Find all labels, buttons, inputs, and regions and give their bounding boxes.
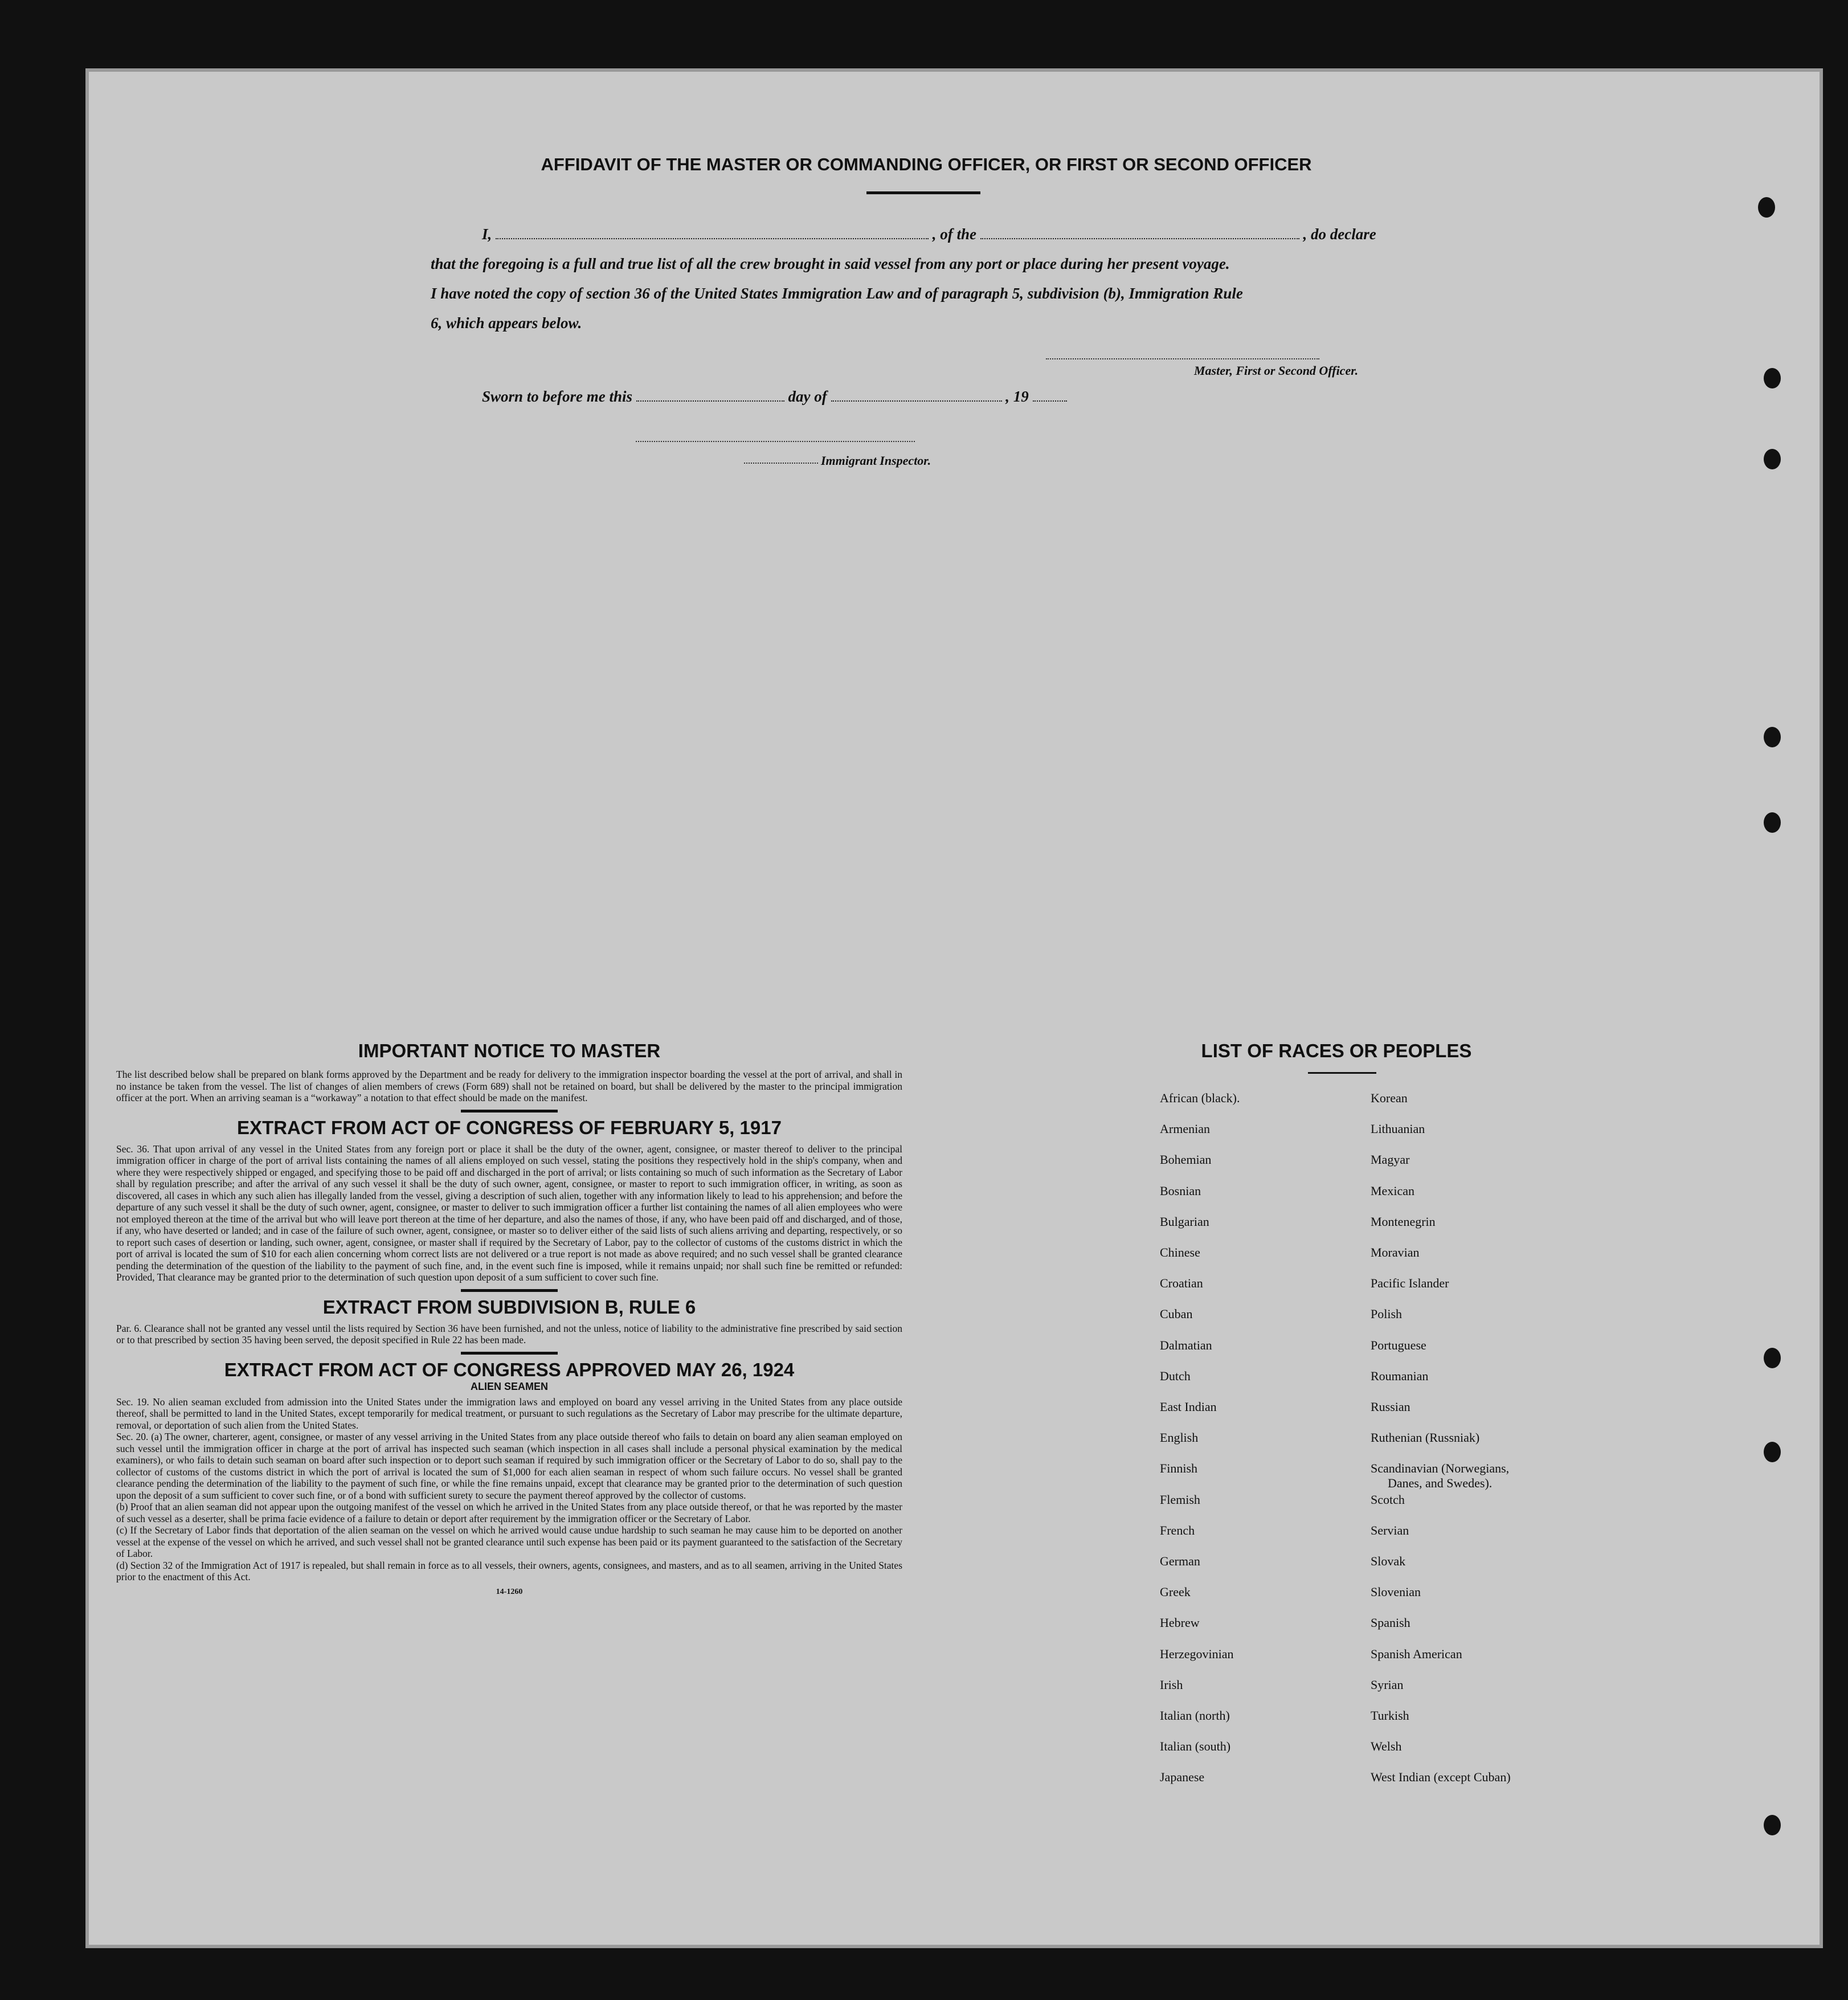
- race-item: Moravian: [1371, 1245, 1420, 1259]
- race-item: Roumanian: [1371, 1368, 1429, 1383]
- race-item: Spanish: [1371, 1615, 1410, 1630]
- race-item: West Indian (except Cuban): [1371, 1770, 1511, 1785]
- race-item: Syrian: [1371, 1677, 1404, 1692]
- race-item: Scandinavian (Norwegians,: [1371, 1461, 1510, 1476]
- race-item: Greek: [1160, 1585, 1191, 1600]
- sworn-day-field[interactable]: [636, 400, 784, 402]
- sworn-line: [482, 388, 1166, 406]
- extract-1924-subtitle: ALIEN SEAMEN: [470, 1380, 548, 1392]
- punch-hole: [1764, 727, 1781, 747]
- races-divider: [1308, 1072, 1376, 1074]
- race-item: Scotch: [1371, 1492, 1405, 1507]
- punch-hole: [1764, 812, 1781, 833]
- race-item: Croatian: [1160, 1276, 1203, 1291]
- race-item: Bosnian: [1160, 1183, 1201, 1198]
- notice-body: The list described below shall be prepared on blank forms approved by the Department and be ready for delivery to the immigration inspector boarding the vessel at the port of arrival, and shall in no instance be taken from the vessel. The list of changes of alien members of crews (Form 689) shall not be retained on board, but shall be delivered by the master to the principal immigration officer at the port. When an arriving seaman is a “workaway” a notation to that effect should be made on the manifest.: [116, 1069, 902, 1103]
- master-signature-label: Master, First or Second Officer.: [1194, 363, 1359, 378]
- race-item: Finnish: [1160, 1461, 1198, 1476]
- race-item: Japanese: [1160, 1770, 1205, 1785]
- race-item: Dalmatian: [1160, 1338, 1212, 1352]
- race-item: Dutch: [1160, 1368, 1191, 1383]
- race-item: Servian: [1371, 1523, 1409, 1537]
- affidavit-line-2: that the foregoing is a full and true list of all the crew brought in said vessel from any port or place during her present voyage.: [431, 255, 1230, 272]
- race-item: Bohemian: [1160, 1152, 1212, 1167]
- form-page: [85, 68, 1823, 1948]
- race-item: Armenian: [1160, 1122, 1210, 1136]
- race-item: Danes, and Swedes).: [1388, 1476, 1493, 1491]
- inspector-short-line: [744, 463, 818, 464]
- race-item: Chinese: [1160, 1245, 1200, 1259]
- notice-title: IMPORTANT NOTICE TO MASTER: [358, 1040, 661, 1061]
- races-title: LIST OF RACES OR PEOPLES: [1201, 1040, 1472, 1061]
- affidavit-title: AFFIDAVIT OF THE MASTER OR COMMANDING OFFICER, OR FIRST OR SECOND OFFICER: [541, 154, 1312, 174]
- race-item: Polish: [1371, 1307, 1403, 1322]
- notice-divider: [461, 1110, 558, 1113]
- race-item: English: [1160, 1430, 1199, 1445]
- race-item: Irish: [1160, 1677, 1183, 1692]
- race-item: Hebrew: [1160, 1615, 1200, 1630]
- affidavit-line-3: I have noted the copy of section 36 of the United States Immigration Law and of paragraph 5, subdivision (b), Immigration Rule: [431, 285, 1243, 302]
- race-item: Italian (north): [1160, 1708, 1230, 1723]
- race-item: Flemish: [1160, 1492, 1200, 1507]
- race-item: Magyar: [1371, 1152, 1410, 1167]
- extract-1924-body: Sec. 19. No alien seaman excluded from admission into the United States under the immigration laws and employed on board any vessel arriving in the United States from any place outside thereof, shall be permitted to land in the United States, except temporarily for medical treatment, or pursuant to such regulations as the Secretary of Labor may prescribe for the ultimate departure, removal, or deportation of such alien from the United States. Sec. 20. (a) The owner, charterer, agent, consignee, or master of any vessel arriving in the United States from any place outside thereof who fails to detain on board any alien seaman employed on such vessel until the immigration officer in charge at the port of arrival has inspected such seaman (which inspection in all cases shall include a personal physical examination by the medical examiners), or who fails to detain such seaman on board after such inspection or to deport such seaman if required by such immigration officer or the Secretary of Labor to do so, shall pay to the collector of customs of the customs district in which the port of arrival is located the sum of $1,000 for each alien seaman in respect of whom such failure occurs. No vessel shall be granted clearance pending the determination of the liability to the payment of such fine, or while the fine remains unpaid, except that clearance may be granted prior to the determination of such question upon the deposit of a sum sufficient to cover such fine, or of a bond with sufficient surety to secure the payment thereof approved by the collector of customs. (b) Proof that an alien seaman did not appear upon the outgoing manifest of the vessel on which he arrived in the United States from any place outside thereof, or that he was reported by the master of such vessel as a deserter, shall be prima facie evidence of a failure to detain or deport after requirement by the immigration officer or the Secretary of Labor. (c) If the Secretary of Labor finds that deportation of the alien seaman on the vessel on which he arrived would cause undue hardship to such seaman he may cause him to be deported on another vessel at the expense of the vessel on which he arrived, and such vessel shall not be granted clearance until such expense has been paid or its payment guaranteed to the satisfaction of the Secretary of Labor. (d) Section 32 of the Immigration Act of 1917 is repealed, but shall remain in force as to all vessels, their owners, agents, consignees, and masters, and as to all seamen, arriving in the United States prior to the enactment of this Act.: [116, 1396, 902, 1582]
- race-item: German: [1160, 1554, 1200, 1568]
- punch-hole: [1764, 1442, 1781, 1462]
- affidavit-i: I,: [482, 226, 492, 243]
- master-signature-line[interactable]: [1046, 358, 1319, 359]
- race-item: African (black).: [1160, 1091, 1240, 1105]
- sworn-year-prefix: , 19: [1005, 388, 1029, 405]
- race-item: Cuban: [1160, 1307, 1193, 1322]
- race-item: Italian (south): [1160, 1739, 1231, 1754]
- race-item: Russian: [1371, 1400, 1410, 1414]
- punch-hole: [1758, 197, 1775, 218]
- inspector-signature-line[interactable]: [636, 441, 915, 442]
- affidavit-line-4: 6, which appears below.: [431, 314, 582, 332]
- race-item: Spanish American: [1371, 1646, 1462, 1661]
- sworn-year-field[interactable]: [1033, 400, 1067, 402]
- race-item: Lithuanian: [1371, 1122, 1425, 1136]
- race-item: Portuguese: [1371, 1338, 1426, 1352]
- race-item: Slovenian: [1371, 1585, 1421, 1600]
- sworn-text: Sworn to before me this: [482, 388, 633, 405]
- race-item: Bulgarian: [1160, 1214, 1209, 1229]
- inspector-label: Immigrant Inspector.: [821, 453, 931, 468]
- master-name-field[interactable]: [496, 238, 929, 239]
- punch-hole: [1764, 1815, 1781, 1835]
- race-item: Montenegrin: [1371, 1214, 1436, 1229]
- extract-rule6-title: EXTRACT FROM SUBDIVISION B, RULE 6: [322, 1296, 696, 1318]
- race-item: Turkish: [1371, 1708, 1409, 1723]
- extract-1924-title: EXTRACT FROM ACT OF CONGRESS APPROVED MAY 26, 1924: [224, 1359, 795, 1380]
- race-item: Ruthenian (Russniak): [1371, 1430, 1480, 1445]
- race-item: French: [1160, 1523, 1195, 1537]
- extract-1917-body: Sec. 36. That upon arrival of any vessel in the United States from any foreign port or place it shall be the duty of the owner, agent, consignee, or master thereof to deliver to the principal immigration officer in charge of the port of arrival lists containing the names of all aliens employed on such vessel, stating the positions they respectively hold in the ship's company, when and where they were respectively shipped or engaged, and specifying those to be paid off and discharged in the port of arrival; or lists containing so much of such information as the Secretary of Labor shall by regulation prescribe; and after the arrival of any such vessel it shall be the duty of such owner, agent, consignee, or master to report to such immigration officer, in writing, as soon as discovered, all cases in which any such alien has illegally landed from the vessel, giving a description of such alien, together with any information likely to lead to his apprehension; and before the departure of any such vessel it shall be the duty of such owner, agent, consignee, or master to deliver to such immigration officer a further list containing the names of all alien employees who were not employed thereon at the time of the arrival but who will leave port thereon at the time of her departure, and also the names of those, if any, who have been paid off and discharged, and of those, if any, who have deserted or landed; and in case of the failure of such owner, agent, consignee, or master so to deliver either of the said lists of such aliens arriving and departing, respectively, or so to report such cases of desertion or landing, such owner, agent, consignee, or master shall if required by the Secretary of Labor, pay to the collector of customs of the customs district in which the port of arrival is located the sum of $10 for each alien concerning whom correct lists are not delivered or a true report is not made as above required; and no such vessel shall be granted clearance pending the determination of the question of the liability to the payment of such fine, and, in the event such fine is imposed, while it remains unpaid; nor shall such fine be remitted or refunded: Provided, That clearance may be granted prior to the determination of such question upon deposit of a sum sufficient to cover such fine.: [116, 1143, 902, 1283]
- punch-hole: [1764, 449, 1781, 469]
- affidavit-of-the: , of the: [932, 226, 977, 243]
- race-item: Korean: [1371, 1091, 1408, 1105]
- race-item: Mexican: [1371, 1183, 1414, 1198]
- affidavit-line-1: [482, 226, 1547, 243]
- race-item: Pacific Islander: [1371, 1276, 1449, 1291]
- extract-rule6-body: Par. 6. Clearance shall not be granted any vessel until the lists required by Section 36 have been furnished, and not the unless, notice of liability to the administrative fine prescribed by said section or to that prescribed by section 35 having been served, the deposit specified in Rule 22 has been made.: [116, 1322, 902, 1345]
- race-item: Welsh: [1371, 1739, 1402, 1754]
- sworn-day-of: day of: [788, 388, 827, 405]
- punch-hole: [1764, 1348, 1781, 1368]
- extract-1917-title: EXTRACT FROM ACT OF CONGRESS OF FEBRUARY 5, 1917: [237, 1116, 782, 1138]
- race-item: East Indian: [1160, 1400, 1217, 1414]
- race-item: Herzegovinian: [1160, 1646, 1234, 1661]
- extract-1917-divider: [461, 1289, 558, 1292]
- title-divider: [866, 191, 980, 194]
- extract-rule6-divider: [461, 1352, 558, 1355]
- form-number: 14-1260: [496, 1587, 523, 1596]
- sworn-month-field[interactable]: [831, 400, 1002, 402]
- notice-section: [116, 1040, 902, 1597]
- vessel-name-field[interactable]: [980, 238, 1299, 239]
- race-item: Slovak: [1371, 1554, 1406, 1568]
- punch-hole: [1764, 368, 1781, 388]
- affidavit-declare: , do declare: [1303, 226, 1376, 243]
